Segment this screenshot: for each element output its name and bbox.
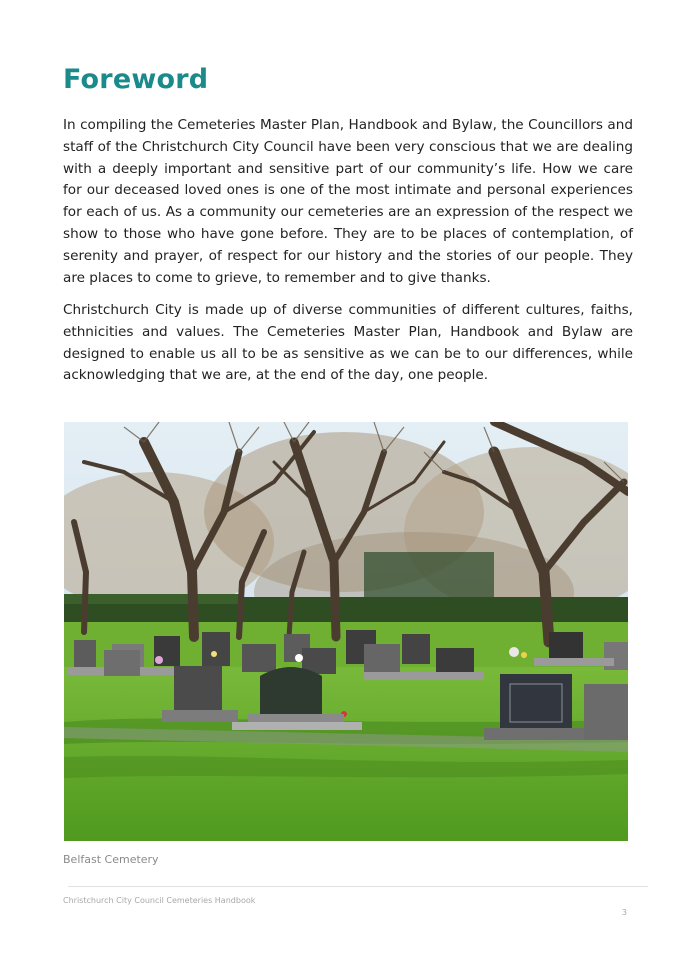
- photo-caption: Belfast Cemetery: [63, 853, 159, 866]
- footer-divider: [68, 886, 648, 887]
- cemetery-photo: [64, 422, 628, 841]
- foreword-paragraph-1: In compiling the Cemeteries Master Plan, Handbook and Bylaw, the Councillors and staff of the Christchurch City Council have been very conscious that we are dealing with a deeply important and sensitive part of our community’s life. How we care for our deceased loved ones is one of the most intimate and personal experiences for each of us. As a community our cemeteries are an expression of the respect we show to those who have gone before. They are to be places of contemplation, of serenity and prayer, of respect for our history and the stories of our people. They are places to come to grieve, to remember and to give thanks.: [63, 117, 633, 286]
- page-number: 3: [621, 908, 627, 917]
- foreword-paragraph-2: Christchurch City is made up of diverse communities of different cultures, faiths, ethnicities and values. The Cemeteries Master Plan, Handbook and Bylaw are designed to enable us all to be as sensitive as we can be to our differences, while acknowledging that we are, at the end of the day, one people.: [63, 302, 633, 384]
- page-heading: Foreword: [63, 64, 209, 95]
- footer-title: Christchurch City Council Cemeteries Handbook: [63, 896, 256, 905]
